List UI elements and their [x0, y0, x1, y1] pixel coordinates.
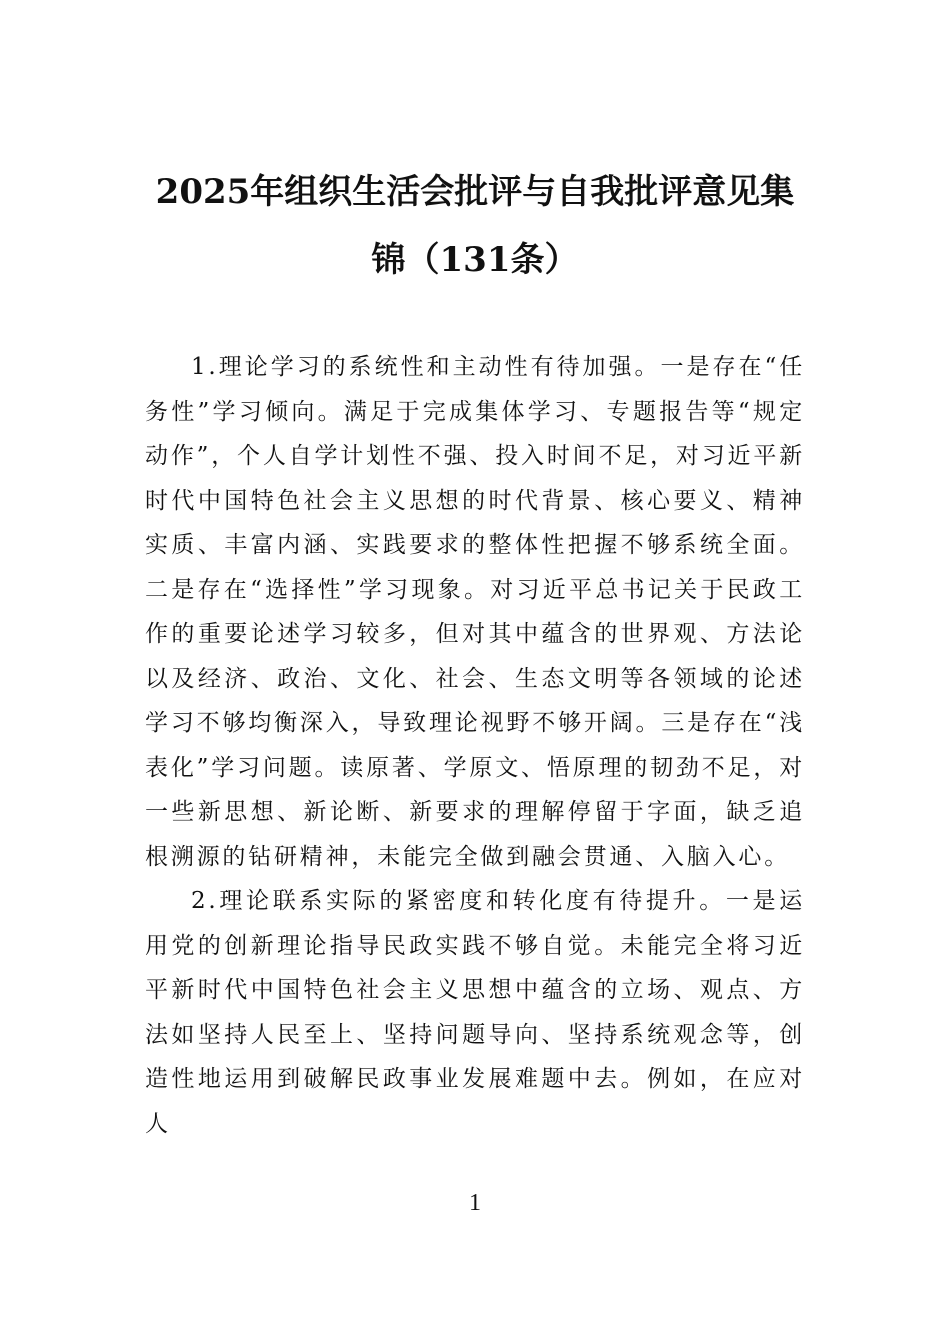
page-number: 1 — [469, 1190, 481, 1216]
document-title — [140, 158, 810, 294]
paragraph-2: 2.理论联系实际的紧密度和转化度有待提升。一是运用党的创新理论指导民政实践不够自觉。未能完全将习近平新时代中国特色社会主义思想中蕴含的立场、观点、方法如坚持人民至上、坚持问题导向、坚持系统观念等，创造性地运用到破解民政事业发展难题中去。例如，在应对人 — [145, 888, 805, 1137]
paragraph-1: 1.理论学习的系统性和主动性有待加强。一是存在“任务性”学习倾向。满足于完成集体学习、专题报告等“规定动作”，个人自学计划性不强、投入时间不足，对习近平新时代中国特色社会主义思想的时代背景、核心要义、精神实质、丰富内涵、实践要求的整体性把握不够系统全面。二是存在“选择性”学习现象。对习近平总书记关于民政工作的重要论述学习较多，但对其中蕴含的世界观、方法论以及经济、政治、文化、社会、生态文明等各领域的论述学习不够均衡深入，导致理论视野不够开阔。三是存在“浅表化”学习问题。读原著、学原文、悟原理的韧劲不足，对一些新思想、新论断、新要求的理解停留于字面，缺乏追根溯源的钻研精神，未能完全做到融会贯通、入脑入心。 — [145, 354, 805, 870]
title-line-2: 锦（131条） — [371, 240, 579, 280]
title-line-1: 2025年组织生活会批评与自我批评意见集 — [155, 172, 795, 212]
document-body — [145, 345, 805, 1146]
